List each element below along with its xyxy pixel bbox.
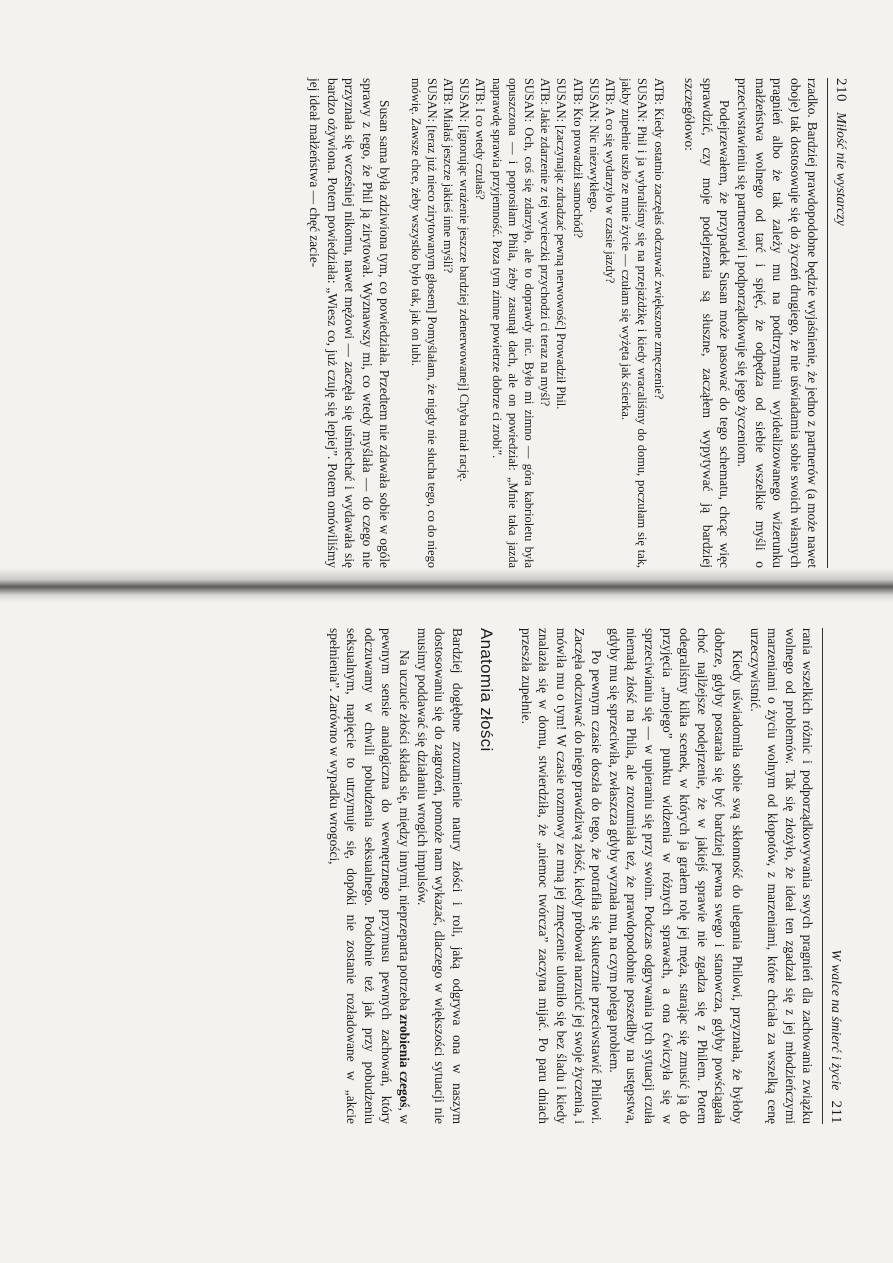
dialog-line: SUSAN: [ignorując wrażenie jeszcze bardziej zdenerwowanej] Chyba miał rację. [457, 78, 472, 482]
paragraph: Susan sama była zdziwiona tym, co powiedziała. Przedtem nie zdawała sobie w ogóle sprawy z tego, że Phil ją zirytował. Wyznawszy mi, co wtedy myślała — do czego nie przyznała się wcześniej nikomu, nawet mężowi — zaczęła się uśmiechać i wydawała się bardzo ożywiona. Potem powiedziała: „Wiesz co, już czuję się lepiej”. Potem omówiliśmy jej ideał małżeństwa — chęć zacie- [307, 78, 393, 568]
dialog-line: ATB: Miałaś jeszcze jakieś inne myśli? [441, 78, 456, 274]
dialog-line: ATB: Kto prowadził samochód? [570, 78, 585, 239]
left-page [305, 78, 850, 568]
running-header [827, 78, 850, 568]
paragraph: Po pewnym czasie doszła do tego, że potrafiła się skutecznie przeciwstawić Philowi. Zaczęła odczuwać do niego prawdziwą złość, kiedy próbował narzucić jej swoje życzenia, i mówiła mu o tym! W czasie rozmowy ze mną jej zmęczenie ulotniło się bez śladu i kiedy znalazła się w domu, stwierdziła, że „niemoc twórcza” zaczyna mijać. Po paru dniach przeszła zupełnie. [518, 628, 605, 1124]
dialog-line: SUSAN: [zaczynając zdradzać pewną nerwowość] Prowadził Phil. [554, 78, 569, 410]
dialog-line: ATB: A co się wydarzyło w czasie jazdy? [603, 78, 618, 284]
text-run: , w pewnym sensie analogiczna do wewnętrznego przymusu pewnych zachowań, który odczuwamy w chwili pobudzenia seksualnego. Podobnie też jak przy pobudzeniu seksualnym, napięcie to utrzymuje się, dopóki nie zostanie rozładowane w „akcie spełnienia”. Zarówno w wypadku wrogości, [326, 628, 412, 1124]
paragraph [325, 628, 413, 1124]
dialog-line: ATB: I co wtedy czułaś? [473, 78, 488, 200]
paragraph: Bardziej dogłębne zrozumienie natury złości i roli, jaką odgrywa ona w naszym dostosowaniu się do zagrożeń, pomoże nam wykazać, dlaczego w większości sytuacji nie musimy poddawać się działaniu wrogich impulsów. [414, 628, 465, 1124]
paragraph: Podejrzewałem, że przypadek Susan może pasować do tego schematu, chcąc więc sprawdzić, czy moje podejrzenia są słuszne, zacząłem wypytywać ją bardziej szczegółowo: [682, 78, 733, 568]
right-page [325, 628, 845, 1124]
page-number: 211 [828, 1100, 844, 1124]
paragraph: rzadko. Bardziej prawdopodobne będzie wyjaśnienie, że jedno z partnerów (a może nawet oboje) tak dostosowuje się do życzeń drugiego, że nie uświadamia sobie swoich własnych pragnień albo że tak zależy mu na podtrzymaniu wyidealizowanego wizerunku małżeństwa wolnego od tarć i spięć, że odpędza od siebie wszelkie myśli o przeciwstawieniu się partnerowi i podporządkowuje się jego życzeniom. [735, 78, 821, 568]
running-head: W walce na śmierć i życie [829, 949, 844, 1091]
paragraph: Kiedy uświadomiła sobie swą skłonność do ulegania Philowi, przyznała, że byłoby dobrze, gdyby postarała się być bardziej pewna swego i stanowcza, gdyby powściągała choć najlżejsze podejrzenie, że w jakiejś sprawie nie zgadza się z Philem. Potem odegraliśmy kilka scenek, w których ja grałem rolę jej męża, starając się zmusić ją do przyjęcia „mojego” punktu widzenia w różnych sprawach, a ona ćwiczyła się w sprzeciwianiu się — w upieraniu się przy swoim. Podczas odgrywania tych sytuacji czuła niemałą złość na Phila, ale zrozumiała też, że prawdopodobnie poszedłby na ustępstwa, gdyby mu się sprzeciwiła, zwłaszcza gdyby wyznała mu, na czym polega problem. [606, 628, 746, 1124]
dialog-line: ATB: Kiedy ostatnio zaczęłaś odczuwać zwiększone zmęczenie? [651, 78, 666, 400]
text-run: Na uczucie złości składa się, między innymi, nieprzeparta potrzeba [396, 650, 412, 1015]
dialog-block [407, 78, 666, 568]
section-title: Anatomia złości [477, 628, 497, 752]
dialog-line: SUSAN: [teraz już nieco zirytowanym głosem] Pomyślałam, że nigdy nie słucha tego, co do niego mówię. Zawsze chce, żeby wszystko było tak, jak on lubi. [408, 78, 439, 568]
running-header [822, 628, 845, 1124]
page-number: 210 [833, 78, 849, 102]
running-head: Miłość nie wystarczy [834, 112, 849, 226]
dialog-line: SUSAN: Phil i ja wybraliśmy się na przejażdżkę i kiedy wracaliśmy do domu, poczułam się tak, jakby zupełnie uszło ze mnie życie — czułam się wyżęta jak ścierka. [619, 78, 650, 568]
dialog-line: SUSAN: Och, coś się zdarzyło, ale to doprawdy nic. Było mi zimno — góra kabrioletu była opuszczona — i poprosiłam Phila, żeby zasunął dach, ale on powiedział: „Mnie taka jazda naprawdę sprawia przyjemność. Poza tym zimne powietrze dobrze ci zrobi”. [489, 78, 537, 568]
dialog-line: ATB: Jakie zdarzenie z tej wycieczki przychodzi ci teraz na myśl? [538, 78, 553, 407]
dialog-line: SUSAN: Nic niezwykłego. [586, 78, 601, 213]
paragraph: rania wszelkich różnic i podporządkowywania swych pragnień dla zachowania związku wolnego od problemów. Tak się złożyło, że ideał ten zgadzał się z jej młodzieńczymi marzeniami o życiu wolnym od kłopotów, z marzeniami, które chciała za wszelką cenę urzeczywistnić. [747, 628, 816, 1124]
book-gutter [0, 568, 893, 602]
bold-phrase: zrobienia czegoś [396, 1014, 412, 1108]
